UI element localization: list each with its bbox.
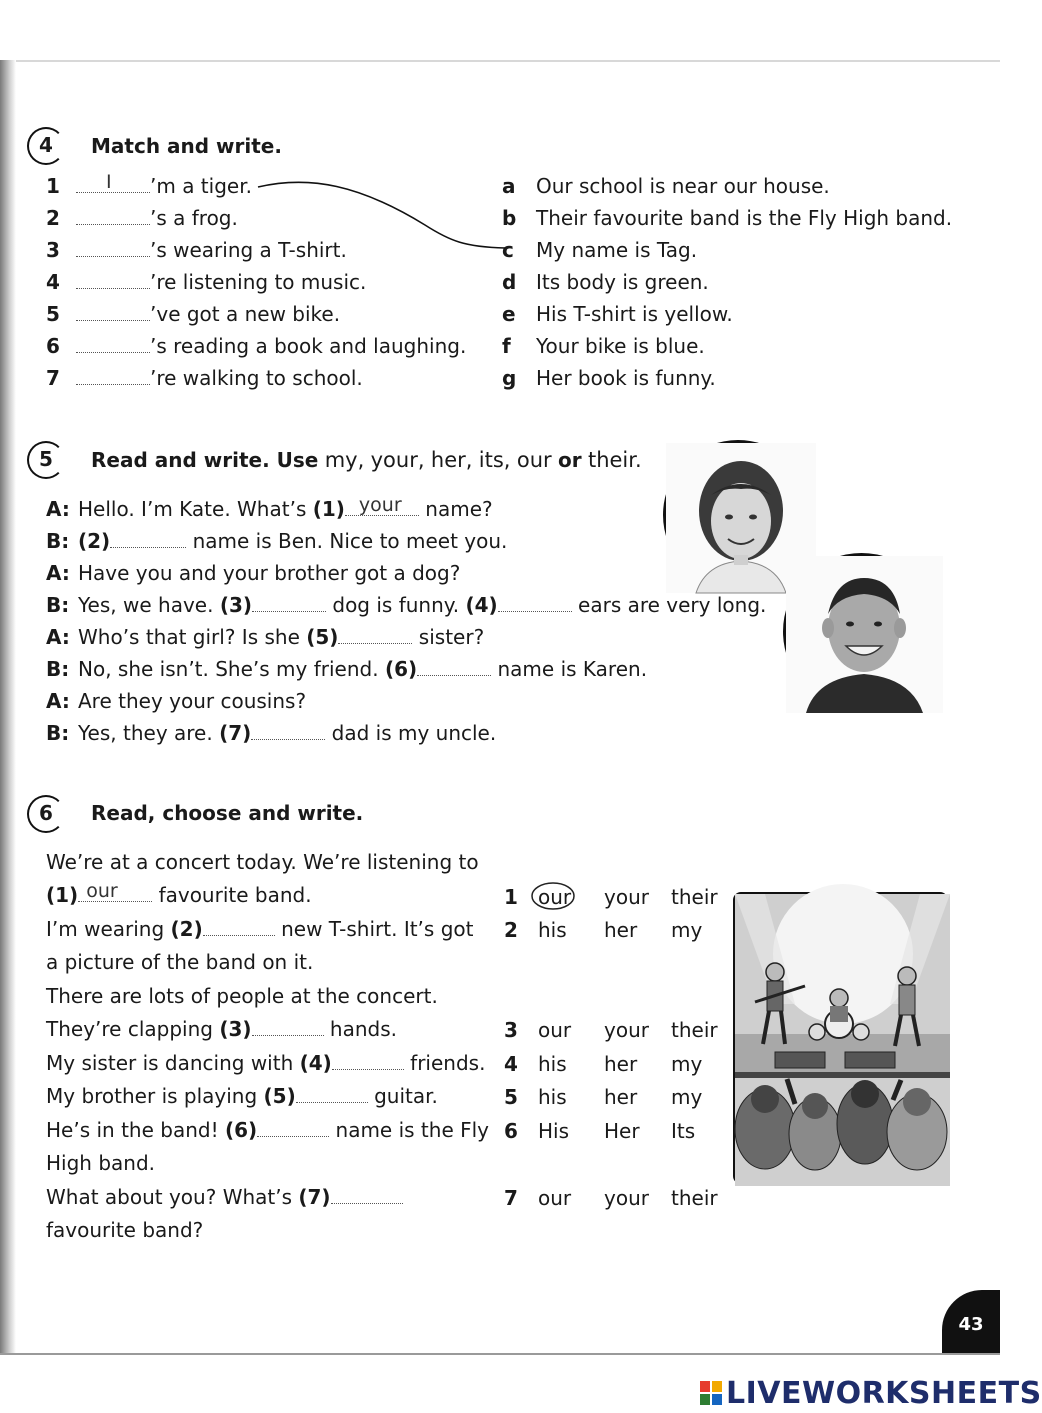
exercise-6-number: 6: [27, 795, 65, 833]
line-text: sister?: [418, 625, 485, 649]
line-text: Are they your cousins?: [78, 689, 307, 713]
gap-number: (6): [384, 657, 418, 681]
item-number: 2: [46, 206, 60, 230]
answer-blank-6[interactable]: [417, 657, 491, 676]
list-item: [502, 270, 709, 294]
item-number: 4: [46, 270, 60, 294]
line-text: favourite band.: [158, 883, 312, 907]
line-text: dog is funny.: [332, 593, 460, 617]
list-item: [502, 238, 697, 262]
item-text: ’m a tiger.: [150, 174, 252, 198]
speaker: B:: [46, 657, 70, 681]
answer-blank-5[interactable]: [76, 302, 150, 321]
word-option: our: [516, 448, 552, 472]
word-option: your,: [370, 448, 425, 472]
item-text: ’re walking to school.: [150, 366, 363, 390]
exercise-6-title: Read, choose and write.: [91, 801, 364, 825]
dialogue-line: [46, 689, 306, 713]
speaker: B:: [46, 721, 70, 745]
answer-blank-4[interactable]: [332, 1051, 404, 1070]
text-line: [46, 1185, 403, 1209]
item-text: ’re listening to music.: [150, 270, 367, 294]
gap-number: (1): [312, 497, 345, 521]
line-text: Hello. I’m Kate. What’s: [78, 497, 307, 521]
item-number: 1: [46, 174, 60, 198]
speaker: A:: [46, 497, 70, 521]
choice-number: 2: [504, 918, 518, 942]
choice-text: our: [538, 885, 572, 909]
choice-row: [504, 1052, 702, 1076]
dialogue-line: [46, 721, 496, 745]
speaker: A:: [46, 625, 70, 649]
choice-option[interactable]: their: [671, 1186, 718, 1210]
list-item: [46, 206, 238, 230]
choice-row: [504, 918, 702, 942]
line-text: friends.: [410, 1051, 486, 1075]
answer-blank-3[interactable]: [252, 593, 326, 612]
answer-blank-1[interactable]: [345, 494, 419, 516]
item-text: ’s a frog.: [150, 206, 238, 230]
word-option: her,: [430, 448, 473, 472]
item-letter: e: [502, 302, 516, 326]
line-text: name is the Fly: [335, 1118, 490, 1142]
choice-option[interactable]: his: [538, 1085, 567, 1109]
choice-option[interactable]: my: [671, 918, 703, 942]
item-letter: c: [502, 238, 514, 262]
speaker: A:: [46, 689, 70, 713]
line-text: name is Ben. Nice to meet you.: [192, 529, 508, 553]
line-text: Yes, we have.: [78, 593, 214, 617]
line-text: What about you? What’s: [46, 1185, 293, 1209]
gap-number: (4): [299, 1051, 332, 1075]
text-line: There are lots of people at the concert.: [46, 984, 438, 1008]
answer-blank-2[interactable]: [76, 206, 150, 225]
choice-row: [504, 1119, 695, 1143]
gap-number: (2): [78, 529, 111, 553]
list-item: [502, 334, 705, 358]
choice-number: 3: [504, 1018, 518, 1042]
item-text: Your bike is blue.: [536, 334, 705, 358]
dialogue-line: [46, 593, 766, 617]
item-letter: d: [502, 270, 517, 294]
item-letter: a: [502, 174, 516, 198]
line-text: They’re clapping: [46, 1017, 213, 1041]
answer-blank-7[interactable]: [76, 366, 150, 385]
choice-number: 6: [504, 1119, 518, 1143]
item-letter: b: [502, 206, 517, 230]
line-text: dad is my uncle.: [331, 721, 497, 745]
choice-option[interactable]: her: [604, 1085, 638, 1109]
item-text: ’ve got a new bike.: [150, 302, 341, 326]
speaker: B:: [46, 593, 70, 617]
choice-option[interactable]: his: [538, 1052, 567, 1076]
dialogue-line: [46, 625, 484, 649]
item-number: 5: [46, 302, 60, 326]
line-text: name?: [425, 497, 493, 521]
answer-blank-4[interactable]: [76, 270, 150, 289]
line-text: He’s in the band!: [46, 1118, 219, 1142]
word-option: my,: [324, 448, 365, 472]
item-text: Our school is near our house.: [536, 174, 830, 198]
text-line: We’re at a concert today. We’re listening to: [46, 850, 479, 874]
choice-option[interactable]: Its: [671, 1119, 696, 1143]
line-text: My sister is dancing with: [46, 1051, 294, 1075]
line-text: Have you and your brother got a dog?: [78, 561, 461, 585]
page-bottom-edge: [0, 1353, 1000, 1355]
item-letter: f: [502, 334, 511, 358]
list-item: [46, 302, 340, 326]
line-text: My brother is playing: [46, 1084, 258, 1108]
item-text: Its body is green.: [536, 270, 709, 294]
item-number: 7: [46, 366, 60, 390]
gap-number: (1): [46, 883, 79, 907]
item-text: His T-shirt is yellow.: [536, 302, 733, 326]
list-item: [502, 206, 952, 230]
answer-text: I: [106, 171, 112, 193]
page-edge: [16, 60, 1000, 62]
word-option: their.: [587, 448, 642, 472]
exercise-5-title: [91, 448, 642, 472]
list-item: [502, 302, 733, 326]
item-text: ’s reading a book and laughing.: [150, 334, 467, 358]
choice-option[interactable]: my: [671, 1085, 703, 1109]
answer-blank-5[interactable]: [338, 625, 412, 644]
dialogue-line: [46, 494, 493, 521]
line-text: I’m wearing: [46, 917, 165, 941]
gap-number: (5): [263, 1084, 296, 1108]
answer-blank-4[interactable]: [498, 593, 572, 612]
list-item: [46, 270, 366, 294]
page-number: 43: [942, 1290, 1000, 1353]
list-item: [502, 366, 716, 390]
choice-option[interactable]: His: [538, 1119, 570, 1143]
line-text: hands.: [329, 1017, 397, 1041]
choice-number: 4: [504, 1052, 518, 1076]
answer-blank-2[interactable]: [203, 917, 275, 936]
choice-number: 1: [504, 885, 518, 909]
choice-option[interactable]: your: [604, 885, 649, 909]
text-line: [46, 917, 473, 941]
answer-blank-5[interactable]: [296, 1084, 368, 1103]
circle-mark: [530, 881, 582, 913]
boy-photo: [783, 553, 940, 710]
choice-option[interactable]: Her: [604, 1119, 640, 1143]
exercise-4-number: 4: [27, 127, 65, 165]
or-word: or: [558, 448, 582, 472]
line-text: name is Karen.: [497, 657, 648, 681]
item-letter: g: [502, 366, 517, 390]
line-text: guitar.: [374, 1084, 438, 1108]
answer-blank-7[interactable]: [331, 1185, 403, 1204]
choice-option[interactable]: his: [538, 918, 567, 942]
answer-blank-6[interactable]: [76, 334, 150, 353]
choice-option[interactable]: your: [604, 1186, 649, 1210]
line-text: ears are very long.: [578, 593, 767, 617]
choice-option[interactable]: our: [538, 1018, 572, 1042]
text-line: High band.: [46, 1151, 156, 1175]
choice-option[interactable]: her: [604, 918, 638, 942]
item-number: 6: [46, 334, 60, 358]
choice-row: [504, 885, 718, 909]
choice-option[interactable]: their: [671, 1018, 718, 1042]
answer-blank-1[interactable]: [76, 171, 150, 193]
text-line: [46, 1017, 397, 1041]
list-item: [46, 171, 252, 198]
text-line: [46, 1051, 485, 1075]
choice-row: [504, 1186, 718, 1210]
gap-number: (5): [306, 625, 339, 649]
answer-blank-3[interactable]: [252, 1017, 324, 1036]
text-line: favourite band?: [46, 1218, 204, 1242]
list-item: [46, 366, 363, 390]
gap-number: (2): [170, 917, 203, 941]
liveworksheets-logo-icon: [700, 1381, 722, 1405]
item-number: 3: [46, 238, 60, 262]
dialogue-line: [46, 561, 460, 585]
text-line: [46, 1118, 489, 1142]
answer-text: our: [86, 880, 118, 902]
title-prefix: Read and write. Use: [91, 448, 319, 472]
choice-option[interactable]: my: [671, 1052, 703, 1076]
gap-number: (7): [219, 721, 252, 745]
line-text: No, she isn’t. She’s my friend.: [78, 657, 379, 681]
answer-text: your: [358, 494, 402, 516]
exercise-5-number: 5: [27, 441, 65, 479]
list-item: [46, 334, 466, 358]
gap-number: (7): [298, 1185, 331, 1209]
line-text: new T-shirt. It’s got: [281, 917, 474, 941]
answer-blank-3[interactable]: [76, 238, 150, 257]
choice-option[interactable]: your: [604, 1018, 649, 1042]
text-line: a picture of the band on it.: [46, 950, 314, 974]
match-line: [250, 175, 510, 260]
item-text: ’s wearing a T-shirt.: [150, 238, 347, 262]
word-option: its,: [478, 448, 511, 472]
choice-option[interactable]: their: [671, 885, 718, 909]
choice-row: [504, 1018, 718, 1042]
choice-option[interactable]: her: [604, 1052, 638, 1076]
answer-blank-6[interactable]: [257, 1118, 329, 1137]
choice-option-circled[interactable]: [538, 885, 604, 909]
dialogue-line: [46, 657, 647, 681]
page-shadow: [0, 60, 16, 1355]
item-text: Her book is funny.: [536, 366, 716, 390]
item-text: Their favourite band is the Fly High band.: [536, 206, 953, 230]
choice-row: [504, 1085, 702, 1109]
choice-number: 5: [504, 1085, 518, 1109]
answer-blank-2[interactable]: [110, 529, 186, 548]
brand-name: LIVEWORKSHEETS: [726, 1376, 1042, 1411]
gap-number: (6): [224, 1118, 258, 1142]
gap-number: (4): [465, 593, 498, 617]
choice-number: 7: [504, 1186, 518, 1210]
answer-blank-1[interactable]: [78, 880, 152, 902]
choice-option[interactable]: our: [538, 1186, 572, 1210]
speaker: B:: [46, 529, 70, 553]
speaker: A:: [46, 561, 70, 585]
item-text: My name is Tag.: [536, 238, 698, 262]
gap-number: (3): [219, 1017, 252, 1041]
line-text: Who’s that girl? Is she: [78, 625, 300, 649]
dialogue-line: [46, 529, 507, 553]
list-item: [502, 174, 830, 198]
gap-number: (3): [219, 593, 253, 617]
answer-blank-7[interactable]: [251, 721, 325, 740]
exercise-4-title: Match and write.: [91, 134, 282, 158]
text-line: [46, 880, 312, 907]
line-text: Yes, they are.: [78, 721, 213, 745]
concert-illustration: [733, 892, 948, 1184]
text-line: [46, 1084, 438, 1108]
